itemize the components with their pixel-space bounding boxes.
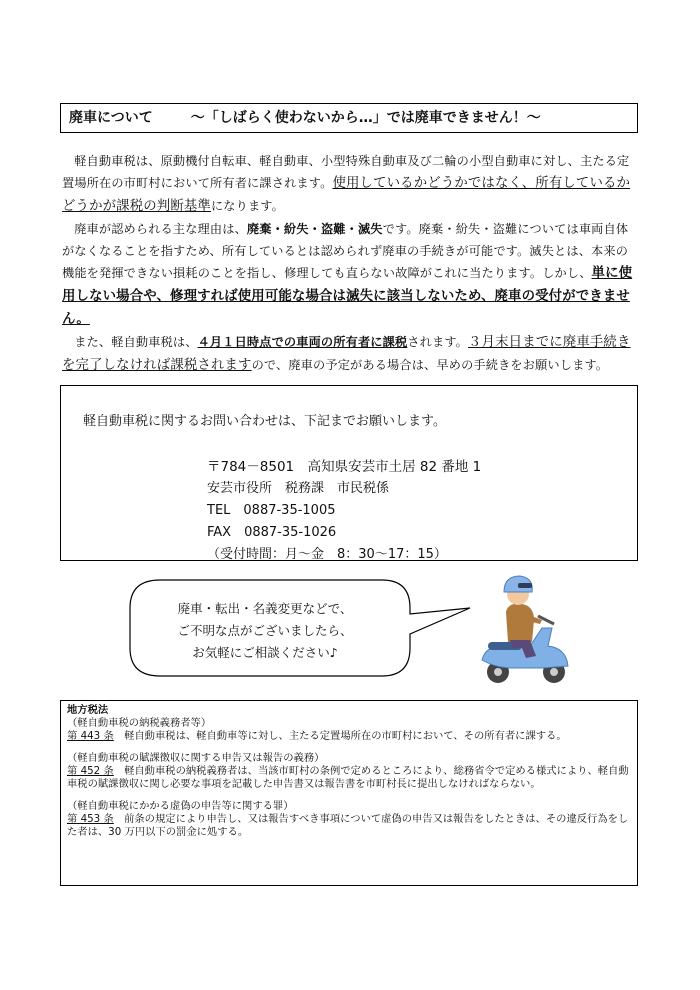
title-box [60, 103, 638, 133]
law-article-body [67, 813, 631, 839]
paragraph-3-mid: されます。 [407, 335, 469, 349]
law-article-body [67, 765, 631, 791]
law-article-heading: （軽自動車税の納税義務者等） [67, 717, 212, 729]
speech-bubble-line-2: ご不明な点がございましたら、 [177, 623, 353, 638]
law-article-text: 軽自動車税は、軽自動車等に対し、主たる定置場所在の市町村において、その所有者に課する。 [113, 730, 567, 742]
law-article-body [67, 730, 631, 743]
paragraph-2-lead: 廃車が認められる主な理由は、 [74, 222, 247, 236]
paragraph-3-emphasis-1: ４月１日時点での車両の所有者に課税 [197, 335, 408, 349]
body-text [62, 150, 637, 377]
contact-hours: （受付時間：月～金 8：30～17：15） [207, 547, 447, 562]
paragraph-1-emphasis: 使用しているかどうかではなく、所有しているかどうかが課税の判断基準 [62, 176, 631, 214]
speech-bubble-line-3: お気軽にご相談ください♪ [192, 645, 338, 660]
law-article-heading: （軽自動車税にかかる虚偽の申告等に関する罪） [67, 800, 294, 812]
law-box [60, 700, 638, 886]
paragraph-1 [62, 150, 637, 218]
law-article-heading: （軽自動車税の賦課徴収に関する申告又は報告の義務） [67, 752, 325, 764]
contact-box [60, 385, 638, 561]
contact-details [207, 456, 481, 566]
law-article-text: 前条の規定により申告し、又は報告すべき事項について虚偽の申告又は報告をしたときは、その違反行為をした者は、30 万円以下の罰金に処する。 [67, 813, 629, 838]
speech-bubble-line-1: 廃車・転出・名義変更などで、 [177, 601, 353, 616]
law-title: 地方税法 [67, 704, 109, 716]
paragraph-1-text: 軽自動車税は、原動機付自転車、軽自動車、小型特殊自動車及び二輪の小型自動車に対し、主たる定置場所在の市町村において所有者に課されます。 [62, 154, 630, 190]
contact-postal-address: 〒784－8501 高知県安芸市土居 82 番地 1 [207, 459, 482, 475]
contact-fax: FAX 0887-35-1026 [207, 525, 337, 540]
speech-bubble-text [150, 598, 380, 664]
paragraph-2-text: です。廃棄・紛失・盗難については車両自体がなくなることを指すため、所有しているとは認められず廃車の手続きが可能です。滅失とは、本来の機能を発揮できない損耗のことを指し、修理しても直らない故障がこれに当たります。しかし、 [62, 222, 629, 280]
paragraph-3 [62, 331, 637, 377]
paragraph-3-emphasis-2: ３月末日までに廃車手続きを完了しなければ課税されます [62, 335, 631, 373]
law-article-453 [67, 800, 631, 839]
paragraph-2-emphasis: 単に使用しない場合や、修理すれば使用可能な場合は滅失に該当しないため、廃車の受付ができません。 [62, 266, 633, 327]
scooter-rider-illustration [468, 572, 578, 692]
law-article-443 [67, 717, 631, 743]
paragraph-2-reasons: 廃棄・紛失・盗難・滅失 [246, 222, 383, 236]
law-article-number: 第 443 条 [67, 730, 114, 742]
law-article-number: 第 453 条 [67, 813, 114, 825]
law-article-text: 軽自動車税の納税義務者は、当該市町村の条例で定めるところにより、総務省令で定める様式により、軽自動車税の賦課徴収に関し必要な事項を記載した申告書又は報告書を市町村長に提出しなければならない。 [67, 765, 629, 790]
paragraph-3-tail: ので、廃車の予定がある場合は、早めの手続きをお願いします。 [251, 358, 609, 372]
paragraph-2 [62, 218, 637, 331]
contact-office: 安芸市役所 税務課 市民税係 [207, 481, 390, 496]
law-article-number: 第 452 条 [67, 765, 114, 777]
law-article-452 [67, 752, 631, 791]
paragraph-1-tail: になります。 [210, 199, 285, 213]
paragraph-3-lead: また、軽自動車税は、 [74, 335, 198, 349]
page-title: 廃車について [69, 110, 153, 126]
page-subtitle: ～「しばらく使わないから…」では廃車できません！～ [190, 110, 541, 126]
contact-lead: 軽自動車税に関するお問い合わせは、下記までお願いします。 [83, 414, 446, 429]
contact-tel: TEL 0887-35-1005 [207, 503, 336, 518]
